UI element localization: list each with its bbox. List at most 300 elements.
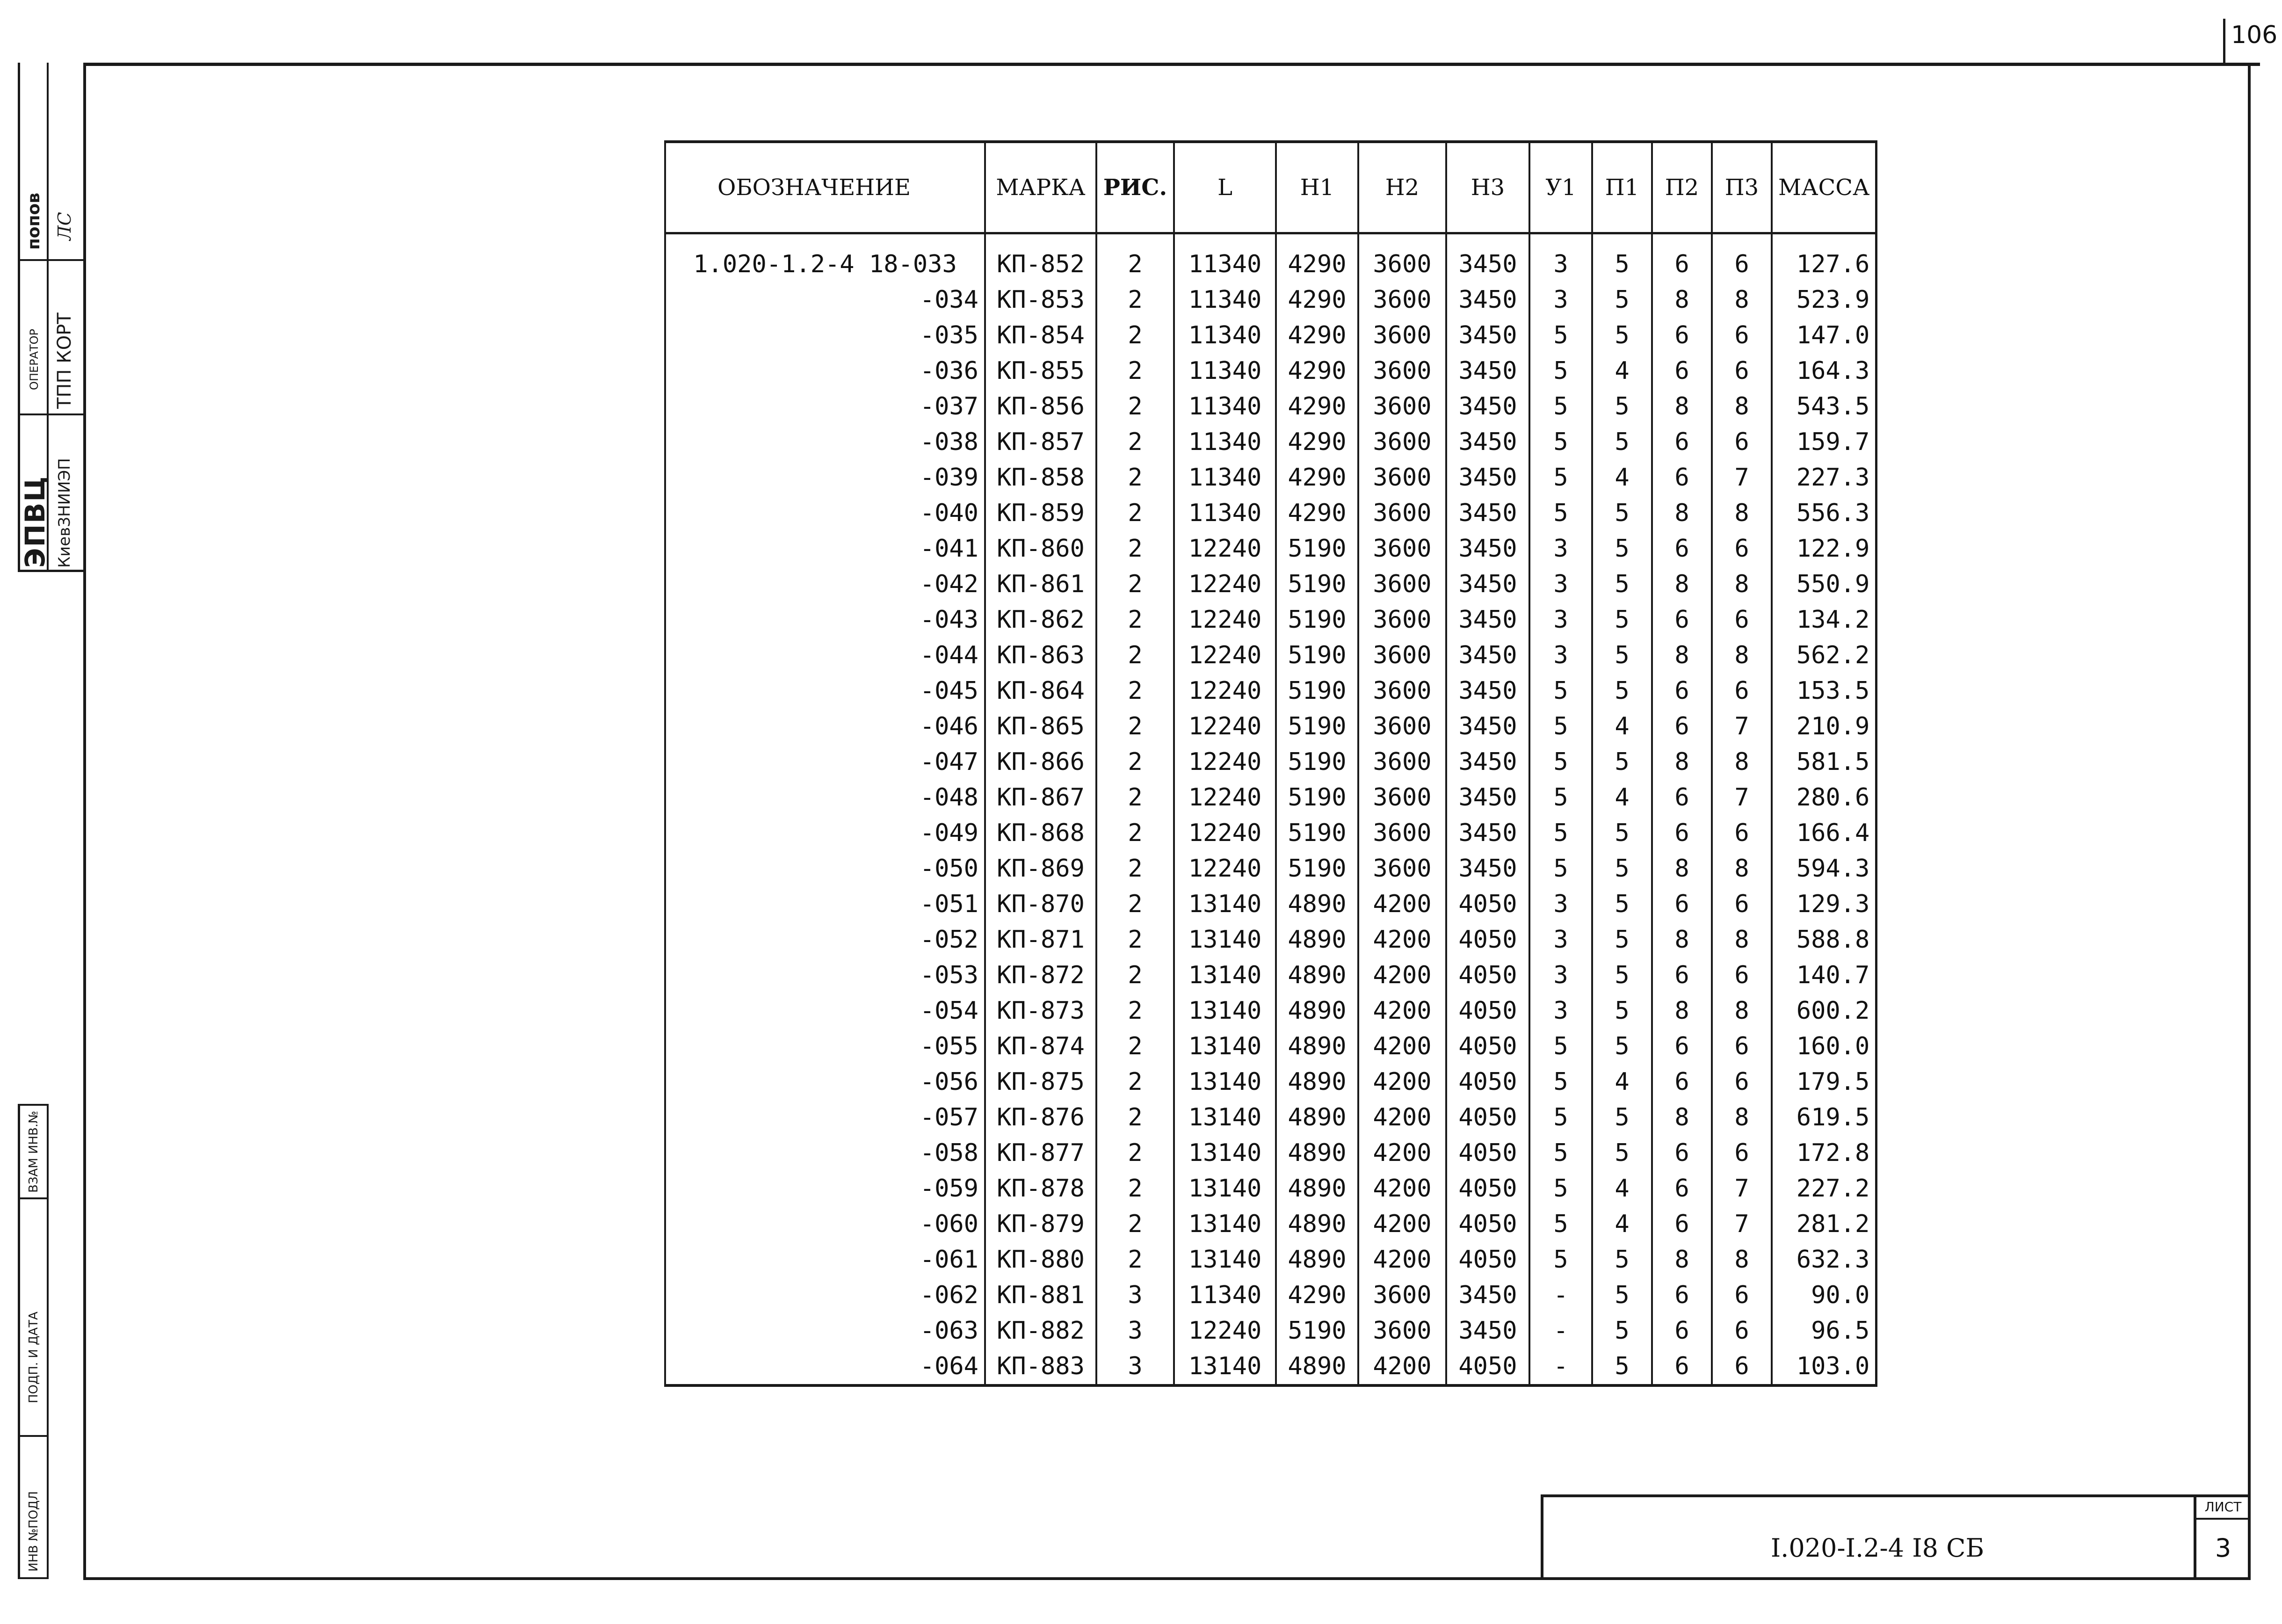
mass-cell: 103.0 — [1772, 1348, 1876, 1385]
h3-cell: 4050 — [1446, 1029, 1529, 1064]
table-row — [665, 638, 1876, 673]
y1-cell: 5 — [1529, 353, 1592, 389]
p3-cell: 6 — [1712, 1313, 1772, 1348]
column-header: L — [1174, 142, 1276, 233]
length-cell: 12240 — [1174, 780, 1276, 815]
p1-cell: 4 — [1592, 460, 1652, 495]
table-row — [665, 851, 1876, 886]
y1-cell: 5 — [1529, 673, 1592, 709]
p2-cell: 8 — [1652, 282, 1712, 318]
p3-cell: 6 — [1712, 815, 1772, 851]
table-row — [665, 1100, 1876, 1135]
designation-cell: -053 — [665, 957, 985, 993]
p3-cell: 6 — [1712, 233, 1772, 283]
p2-cell: 6 — [1652, 1348, 1712, 1385]
h1-cell: 5190 — [1276, 780, 1358, 815]
h3-cell: 4050 — [1446, 1348, 1529, 1385]
p2-cell: 6 — [1652, 815, 1712, 851]
length-cell: 11340 — [1174, 389, 1276, 424]
mark-cell: КП-852 — [985, 233, 1096, 283]
p3-cell: 6 — [1712, 1135, 1772, 1171]
table-row — [665, 566, 1876, 602]
designation-cell: -045 — [665, 673, 985, 709]
p2-cell: 8 — [1652, 1242, 1712, 1277]
h2-cell: 4200 — [1358, 1348, 1446, 1385]
figure-cell: 2 — [1096, 993, 1174, 1029]
h2-cell: 3600 — [1358, 673, 1446, 709]
h1-cell: 5190 — [1276, 602, 1358, 638]
p2-cell: 6 — [1652, 1206, 1712, 1242]
mass-cell: 523.9 — [1772, 282, 1876, 318]
h2-cell: 3600 — [1358, 638, 1446, 673]
p3-cell: 6 — [1712, 886, 1772, 922]
y1-cell: 5 — [1529, 424, 1592, 460]
designation-cell: -051 — [665, 886, 985, 922]
p3-cell: 6 — [1712, 1064, 1772, 1100]
h2-cell: 3600 — [1358, 318, 1446, 353]
p3-cell: 8 — [1712, 566, 1772, 602]
mass-cell: 140.7 — [1772, 957, 1876, 993]
mass-cell: 160.0 — [1772, 1029, 1876, 1064]
h1-cell: 5190 — [1276, 709, 1358, 744]
mark-cell: КП-879 — [985, 1206, 1096, 1242]
p1-cell: 5 — [1592, 1242, 1652, 1277]
y1-cell: 5 — [1529, 851, 1592, 886]
h3-cell: 3450 — [1446, 709, 1529, 744]
h1-cell: 4290 — [1276, 389, 1358, 424]
mark-cell: КП-861 — [985, 566, 1096, 602]
h3-cell: 4050 — [1446, 957, 1529, 993]
p3-cell: 8 — [1712, 495, 1772, 531]
p3-cell: 6 — [1712, 602, 1772, 638]
p3-cell: 8 — [1712, 744, 1772, 780]
h1-cell: 4290 — [1276, 460, 1358, 495]
p1-cell: 4 — [1592, 353, 1652, 389]
figure-cell: 2 — [1096, 1029, 1174, 1064]
h3-cell: 3450 — [1446, 1277, 1529, 1313]
p1-cell: 5 — [1592, 1277, 1652, 1313]
designation-cell: -052 — [665, 922, 985, 957]
h1-cell: 4890 — [1276, 1100, 1358, 1135]
figure-cell: 3 — [1096, 1348, 1174, 1385]
h3-cell: 3450 — [1446, 744, 1529, 780]
designation-cell: -039 — [665, 460, 985, 495]
p2-cell: 8 — [1652, 744, 1712, 780]
designation-cell: -038 — [665, 424, 985, 460]
figure-cell: 2 — [1096, 424, 1174, 460]
h1-cell: 4290 — [1276, 282, 1358, 318]
p3-cell: 8 — [1712, 1242, 1772, 1277]
mark-cell: КП-865 — [985, 709, 1096, 744]
mass-cell: 281.2 — [1772, 1206, 1876, 1242]
figure-cell: 2 — [1096, 1064, 1174, 1100]
y1-cell: 3 — [1529, 993, 1592, 1029]
y1-cell: 5 — [1529, 460, 1592, 495]
frame-left-border — [83, 63, 86, 1580]
h3-cell: 4050 — [1446, 1064, 1529, 1100]
y1-cell: 3 — [1529, 957, 1592, 993]
designation-cell: -044 — [665, 638, 985, 673]
p1-cell: 5 — [1592, 851, 1652, 886]
p1-cell: 5 — [1592, 1348, 1652, 1385]
y1-cell: 5 — [1529, 1064, 1592, 1100]
p2-cell: 6 — [1652, 1064, 1712, 1100]
h3-cell: 3450 — [1446, 233, 1529, 283]
length-cell: 13140 — [1174, 1135, 1276, 1171]
mark-cell: КП-854 — [985, 318, 1096, 353]
designation-cell: -055 — [665, 1029, 985, 1064]
mark-cell: КП-875 — [985, 1064, 1096, 1100]
h3-cell: 4050 — [1446, 922, 1529, 957]
mark-cell: КП-873 — [985, 993, 1096, 1029]
mass-cell: 543.5 — [1772, 389, 1876, 424]
length-cell: 12240 — [1174, 1313, 1276, 1348]
designation-cell: 1.020-1.2-4 18-033 — [665, 233, 985, 283]
p2-cell: 6 — [1652, 1171, 1712, 1206]
length-cell: 13140 — [1174, 993, 1276, 1029]
h1-cell: 4890 — [1276, 922, 1358, 957]
h1-cell: 4890 — [1276, 1348, 1358, 1385]
table-row — [665, 1206, 1876, 1242]
h2-cell: 3600 — [1358, 424, 1446, 460]
y1-cell: 5 — [1529, 495, 1592, 531]
column-header: П1 — [1592, 142, 1652, 233]
p3-cell: 6 — [1712, 1277, 1772, 1313]
h1-cell: 4890 — [1276, 1206, 1358, 1242]
designation-cell: -036 — [665, 353, 985, 389]
mark-cell: КП-855 — [985, 353, 1096, 389]
h1-cell: 5190 — [1276, 815, 1358, 851]
h1-cell: 4890 — [1276, 1242, 1358, 1277]
table-row — [665, 780, 1876, 815]
mass-cell: 172.8 — [1772, 1135, 1876, 1171]
stamp-operator-label: ОПЕРАТОР — [28, 328, 41, 390]
p1-cell: 4 — [1592, 1064, 1652, 1100]
table-header-row — [665, 142, 1876, 233]
mass-cell: 632.3 — [1772, 1242, 1876, 1277]
length-cell: 13140 — [1174, 1100, 1276, 1135]
h1-cell: 5190 — [1276, 566, 1358, 602]
p1-cell: 5 — [1592, 957, 1652, 993]
p1-cell: 5 — [1592, 638, 1652, 673]
h2-cell: 4200 — [1358, 1100, 1446, 1135]
figure-cell: 2 — [1096, 460, 1174, 495]
table-row — [665, 1135, 1876, 1171]
figure-cell: 2 — [1096, 495, 1174, 531]
h3-cell: 3450 — [1446, 602, 1529, 638]
p3-cell: 6 — [1712, 353, 1772, 389]
mark-cell: КП-878 — [985, 1171, 1096, 1206]
p3-cell: 6 — [1712, 1348, 1772, 1385]
h2-cell: 3600 — [1358, 233, 1446, 283]
table-row — [665, 1064, 1876, 1100]
p3-cell: 8 — [1712, 922, 1772, 957]
p2-cell: 8 — [1652, 1100, 1712, 1135]
mass-cell: 280.6 — [1772, 780, 1876, 815]
h2-cell: 3600 — [1358, 1313, 1446, 1348]
mass-cell: 581.5 — [1772, 744, 1876, 780]
y1-cell: 5 — [1529, 1171, 1592, 1206]
stamp-field-replace-inv: ВЗАМ ИНВ.№ — [27, 1110, 41, 1193]
h2-cell: 4200 — [1358, 1206, 1446, 1242]
p2-cell: 6 — [1652, 780, 1712, 815]
h2-cell: 3600 — [1358, 531, 1446, 566]
table-row — [665, 993, 1876, 1029]
mass-cell: 588.8 — [1772, 922, 1876, 957]
p3-cell: 8 — [1712, 851, 1772, 886]
h3-cell: 3450 — [1446, 638, 1529, 673]
h2-cell: 3600 — [1358, 602, 1446, 638]
p1-cell: 4 — [1592, 709, 1652, 744]
p1-cell: 5 — [1592, 566, 1652, 602]
h2-cell: 4200 — [1358, 993, 1446, 1029]
archive-stamp — [18, 1104, 83, 1579]
table-row — [665, 1348, 1876, 1385]
p1-cell: 5 — [1592, 673, 1652, 709]
h3-cell: 3450 — [1446, 1313, 1529, 1348]
h1-cell: 4890 — [1276, 957, 1358, 993]
h2-cell: 3600 — [1358, 460, 1446, 495]
h1-cell: 5190 — [1276, 673, 1358, 709]
mass-cell: 227.2 — [1772, 1171, 1876, 1206]
mark-cell: КП-866 — [985, 744, 1096, 780]
h1-cell: 5190 — [1276, 531, 1358, 566]
p2-cell: 6 — [1652, 353, 1712, 389]
h2-cell: 3600 — [1358, 1277, 1446, 1313]
y1-cell: 3 — [1529, 602, 1592, 638]
p1-cell: 4 — [1592, 780, 1652, 815]
p2-cell: 6 — [1652, 424, 1712, 460]
figure-cell: 2 — [1096, 566, 1174, 602]
p1-cell: 5 — [1592, 233, 1652, 283]
length-cell: 12240 — [1174, 744, 1276, 780]
p3-cell: 7 — [1712, 460, 1772, 495]
p2-cell: 6 — [1652, 1135, 1712, 1171]
p1-cell: 5 — [1592, 1029, 1652, 1064]
h2-cell: 3600 — [1358, 495, 1446, 531]
designation-cell: -050 — [665, 851, 985, 886]
p2-cell: 6 — [1652, 709, 1712, 744]
figure-cell: 2 — [1096, 815, 1174, 851]
column-header: МАССА — [1772, 142, 1876, 233]
h3-cell: 3450 — [1446, 815, 1529, 851]
column-header: РИС. — [1096, 142, 1174, 233]
mass-cell: 600.2 — [1772, 993, 1876, 1029]
designation-cell: -043 — [665, 602, 985, 638]
table-row — [665, 282, 1876, 318]
h3-cell: 3450 — [1446, 495, 1529, 531]
p1-cell: 5 — [1592, 815, 1652, 851]
mass-cell: 594.3 — [1772, 851, 1876, 886]
table-row — [665, 460, 1876, 495]
length-cell: 12240 — [1174, 851, 1276, 886]
table-row — [665, 318, 1876, 353]
h1-cell: 4890 — [1276, 1064, 1358, 1100]
table-row — [665, 1029, 1876, 1064]
h2-cell: 4200 — [1358, 1242, 1446, 1277]
figure-cell: 2 — [1096, 638, 1174, 673]
p3-cell: 7 — [1712, 1171, 1772, 1206]
mass-cell: 164.3 — [1772, 353, 1876, 389]
length-cell: 11340 — [1174, 318, 1276, 353]
p3-cell: 6 — [1712, 424, 1772, 460]
figure-cell: 2 — [1096, 233, 1174, 283]
h3-cell: 3450 — [1446, 353, 1529, 389]
p3-cell: 8 — [1712, 1100, 1772, 1135]
designation-cell: -056 — [665, 1064, 985, 1100]
designation-cell: -063 — [665, 1313, 985, 1348]
p1-cell: 4 — [1592, 1206, 1652, 1242]
p2-cell: 6 — [1652, 1029, 1712, 1064]
p1-cell: 5 — [1592, 886, 1652, 922]
figure-cell: 2 — [1096, 353, 1174, 389]
length-cell: 13140 — [1174, 1064, 1276, 1100]
p1-cell: 5 — [1592, 1313, 1652, 1348]
h2-cell: 4200 — [1358, 922, 1446, 957]
p2-cell: 6 — [1652, 531, 1712, 566]
table-row — [665, 1242, 1876, 1277]
h3-cell: 3450 — [1446, 851, 1529, 886]
table-row — [665, 531, 1876, 566]
length-cell: 12240 — [1174, 602, 1276, 638]
p1-cell: 5 — [1592, 993, 1652, 1029]
figure-cell: 2 — [1096, 1171, 1174, 1206]
h2-cell: 4200 — [1358, 1029, 1446, 1064]
designation-cell: -057 — [665, 1100, 985, 1135]
p1-cell: 5 — [1592, 282, 1652, 318]
h2-cell: 4200 — [1358, 1135, 1446, 1171]
p1-cell: 5 — [1592, 744, 1652, 780]
table-row — [665, 389, 1876, 424]
y1-cell: 5 — [1529, 1100, 1592, 1135]
figure-cell: 2 — [1096, 1135, 1174, 1171]
p3-cell: 8 — [1712, 389, 1772, 424]
p2-cell: 6 — [1652, 460, 1712, 495]
h1-cell: 4290 — [1276, 1277, 1358, 1313]
length-cell: 13140 — [1174, 957, 1276, 993]
y1-cell: - — [1529, 1313, 1592, 1348]
length-cell: 11340 — [1174, 424, 1276, 460]
h1-cell: 4290 — [1276, 233, 1358, 283]
mark-cell: КП-864 — [985, 673, 1096, 709]
table-row — [665, 495, 1876, 531]
table-row — [665, 353, 1876, 389]
mass-cell: 227.3 — [1772, 460, 1876, 495]
mark-cell: КП-856 — [985, 389, 1096, 424]
h3-cell: 4050 — [1446, 1242, 1529, 1277]
length-cell: 12240 — [1174, 638, 1276, 673]
column-header: МАРКА — [985, 142, 1096, 233]
mark-cell: КП-859 — [985, 495, 1096, 531]
table-row — [665, 233, 1876, 283]
p1-cell: 5 — [1592, 495, 1652, 531]
mark-cell: КП-858 — [985, 460, 1096, 495]
length-cell: 12240 — [1174, 815, 1276, 851]
h2-cell: 3600 — [1358, 709, 1446, 744]
y1-cell: 3 — [1529, 531, 1592, 566]
p1-cell: 5 — [1592, 602, 1652, 638]
mass-cell: 166.4 — [1772, 815, 1876, 851]
p1-cell: 5 — [1592, 1100, 1652, 1135]
p3-cell: 8 — [1712, 993, 1772, 1029]
mass-cell: 550.9 — [1772, 566, 1876, 602]
length-cell: 13140 — [1174, 1171, 1276, 1206]
figure-cell: 2 — [1096, 389, 1174, 424]
length-cell: 12240 — [1174, 566, 1276, 602]
mark-cell: КП-870 — [985, 886, 1096, 922]
h2-cell: 3600 — [1358, 851, 1446, 886]
p2-cell: 8 — [1652, 993, 1712, 1029]
p2-cell: 6 — [1652, 1277, 1712, 1313]
y1-cell: 5 — [1529, 709, 1592, 744]
table-row — [665, 744, 1876, 780]
figure-cell: 3 — [1096, 1277, 1174, 1313]
p3-cell: 7 — [1712, 709, 1772, 744]
h2-cell: 3600 — [1358, 389, 1446, 424]
p2-cell: 6 — [1652, 602, 1712, 638]
mass-cell: 129.3 — [1772, 886, 1876, 922]
mass-cell: 96.5 — [1772, 1313, 1876, 1348]
length-cell: 11340 — [1174, 233, 1276, 283]
mark-cell: КП-868 — [985, 815, 1096, 851]
mark-cell: КП-862 — [985, 602, 1096, 638]
designation-cell: -047 — [665, 744, 985, 780]
p2-cell: 6 — [1652, 1313, 1712, 1348]
mark-cell: КП-872 — [985, 957, 1096, 993]
stamp-org-main: ЭПВЦ — [19, 475, 51, 568]
mass-cell: 556.3 — [1772, 495, 1876, 531]
designation-cell: -042 — [665, 566, 985, 602]
title-block — [1541, 1494, 2251, 1579]
p1-cell: 5 — [1592, 922, 1652, 957]
designation-cell: -054 — [665, 993, 985, 1029]
length-cell: 11340 — [1174, 460, 1276, 495]
p2-cell: 8 — [1652, 566, 1712, 602]
p2-cell: 8 — [1652, 638, 1712, 673]
table-row — [665, 424, 1876, 460]
figure-cell: 2 — [1096, 602, 1174, 638]
length-cell: 11340 — [1174, 282, 1276, 318]
specification-table — [664, 140, 1877, 1387]
table-row — [665, 815, 1876, 851]
table-row — [665, 957, 1876, 993]
y1-cell: 5 — [1529, 1206, 1592, 1242]
y1-cell: 5 — [1529, 1135, 1592, 1171]
h1-cell: 4890 — [1276, 1171, 1358, 1206]
p2-cell: 6 — [1652, 233, 1712, 283]
mass-cell: 619.5 — [1772, 1100, 1876, 1135]
mark-cell: КП-882 — [985, 1313, 1096, 1348]
y1-cell: 5 — [1529, 1029, 1592, 1064]
designation-cell: -034 — [665, 282, 985, 318]
h2-cell: 3600 — [1358, 744, 1446, 780]
y1-cell: 5 — [1529, 389, 1592, 424]
h3-cell: 4050 — [1446, 1171, 1529, 1206]
mass-cell: 562.2 — [1772, 638, 1876, 673]
designation-cell: -046 — [665, 709, 985, 744]
figure-cell: 2 — [1096, 851, 1174, 886]
p1-cell: 5 — [1592, 531, 1652, 566]
mass-cell: 153.5 — [1772, 673, 1876, 709]
mass-cell: 147.0 — [1772, 318, 1876, 353]
column-header: Н2 — [1358, 142, 1446, 233]
figure-cell: 2 — [1096, 1100, 1174, 1135]
h2-cell: 4200 — [1358, 1064, 1446, 1100]
p1-cell: 5 — [1592, 318, 1652, 353]
h3-cell: 3450 — [1446, 282, 1529, 318]
sheet-number: 3 — [2215, 1533, 2231, 1563]
figure-cell: 3 — [1096, 1313, 1174, 1348]
